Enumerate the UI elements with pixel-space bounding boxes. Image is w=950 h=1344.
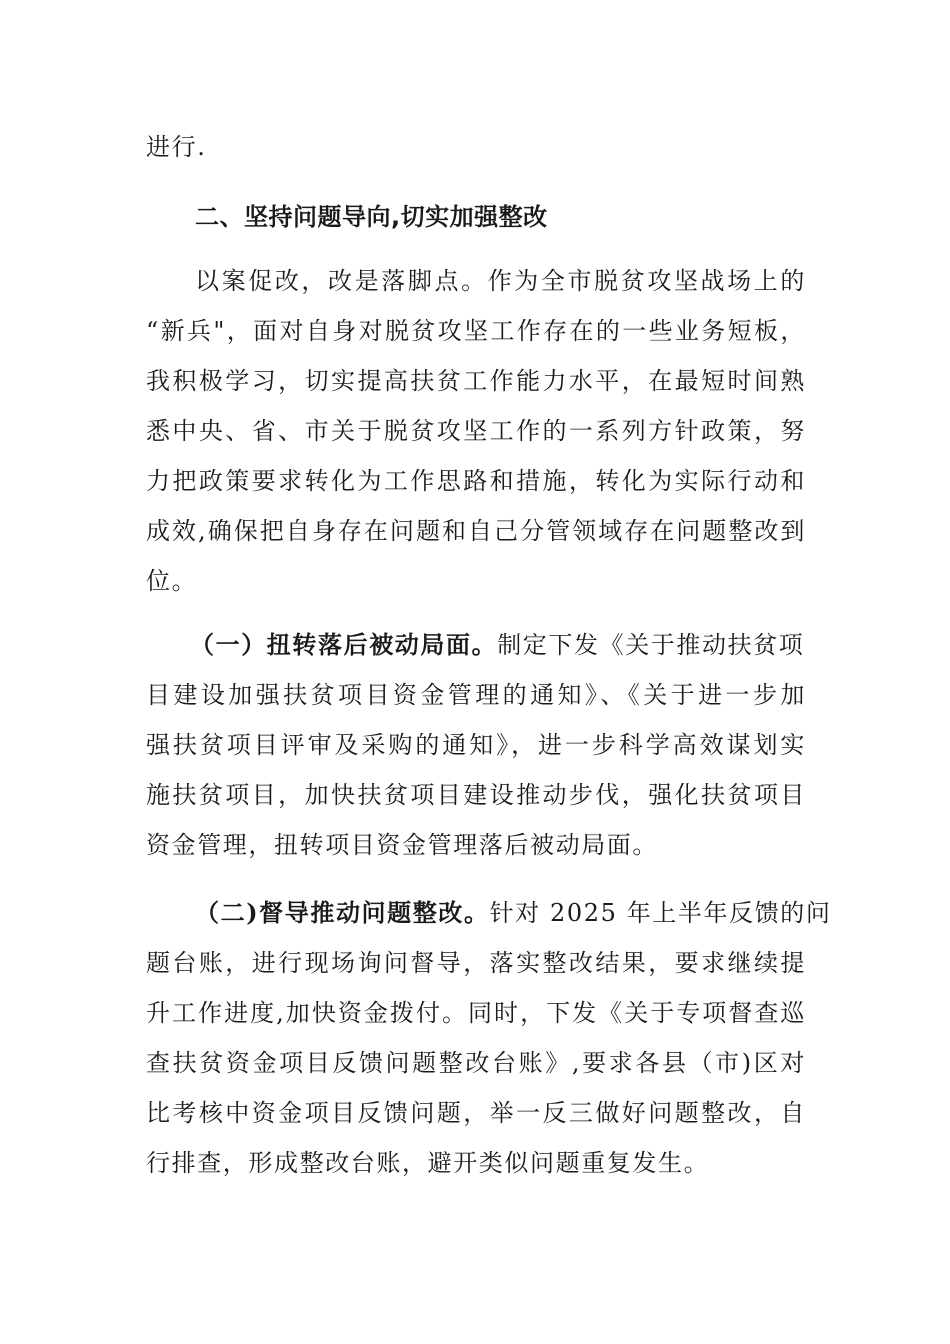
item-2-first-line-rest: 针对 2025 年上半年反馈的问: [489, 899, 832, 927]
intro-paragraph-line: “新兵"，面对自身对脱贫攻坚工作存在的一些业务短板，: [146, 317, 806, 345]
section-heading: 二、坚持问题导向,切实加强整改: [195, 203, 548, 231]
item-1-line: 施扶贫项目，加快扶贫项目建设推动步伐，强化扶贫项目: [146, 781, 806, 809]
item-1-first-line: [190, 628, 806, 662]
carryover-text: 进行.: [146, 133, 207, 161]
item-1-line: 资金管理，扭转项目资金管理落后被动局面。: [146, 831, 658, 859]
item-2-first-line: [195, 896, 832, 930]
intro-paragraph-line: 我积极学习，切实提高扶贫工作能力水平，在最短时间熟: [146, 367, 806, 395]
item-1-first-line-rest: 制定下发《关于推动扶贫项: [497, 631, 805, 659]
intro-paragraph-line: 悉中央、省、市关于脱贫攻坚工作的一系列方针政策，努: [146, 417, 806, 445]
item-2-line: 题台账，进行现场询问督导，落实整改结果，要求继续提: [146, 949, 806, 977]
item-2-line: 比考核中资金项目反馈问题，举一反三做好问题整改，自: [146, 1099, 806, 1127]
intro-paragraph-line: 以案促改，改是落脚点。作为全市脱贫攻坚战场上的: [195, 267, 806, 295]
item-1-title: （一）扭转落后被动局面。: [190, 630, 498, 659]
intro-paragraph-line: 成效,确保把自身存在问题和自己分管领域存在问题整改到: [146, 517, 806, 545]
item-2-line: 查扶贫资金项目反馈问题整改台账》,要求各县（市)区对: [146, 1049, 806, 1077]
item-1-line: 强扶贫项目评审及采购的通知》，进一步科学高效谋划实: [146, 731, 806, 759]
item-2-title: （二)督导推动问题整改。: [195, 898, 490, 927]
intro-paragraph-line: 位。: [146, 567, 198, 595]
item-2-line: 升工作进度,加快资金拨付。同时，下发《关于专项督查巡: [146, 999, 806, 1027]
item-1-line: 目建设加强扶贫项目资金管理的通知》、《关于进一步加: [146, 681, 806, 709]
item-2-line: 行排查，形成整改台账，避开类似问题重复发生。: [146, 1149, 710, 1177]
intro-paragraph-line: 力把政策要求转化为工作思路和措施，转化为实际行动和: [146, 467, 806, 495]
